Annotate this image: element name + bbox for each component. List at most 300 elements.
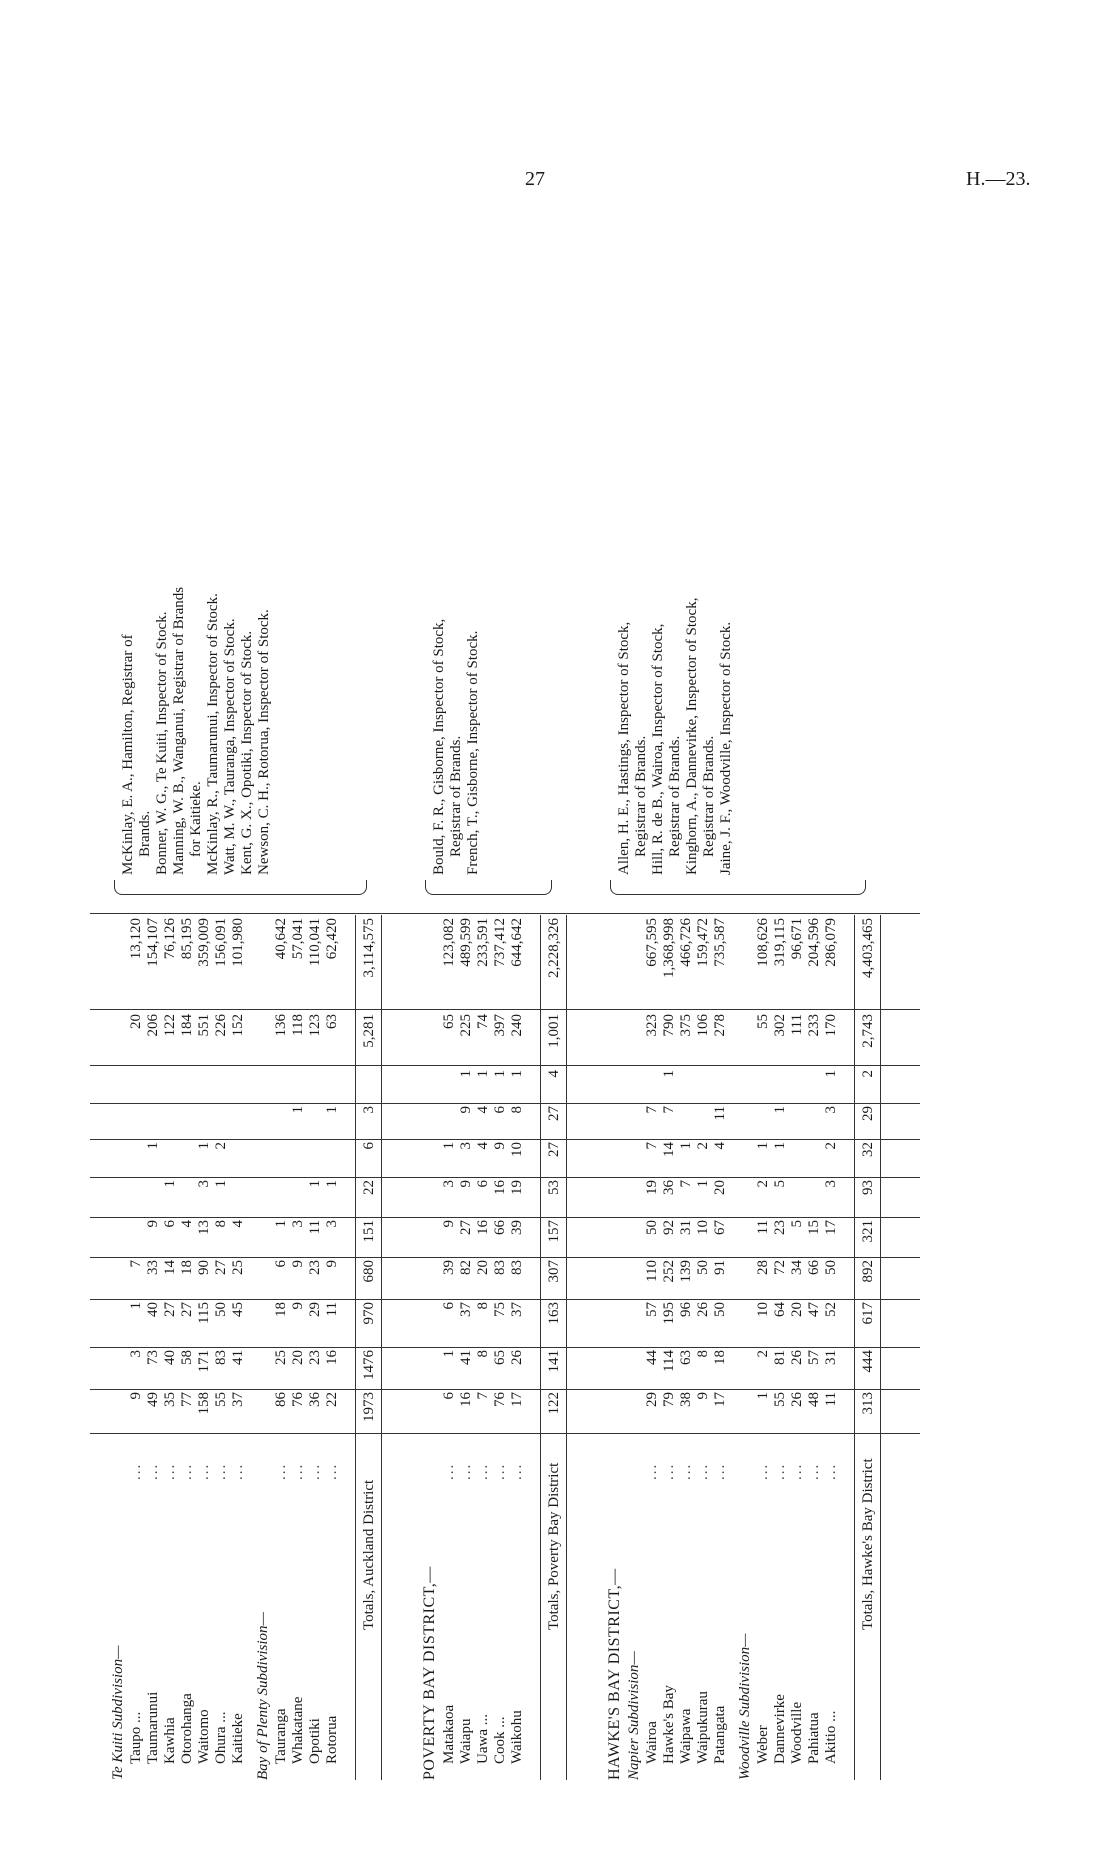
- leader-dots: ...: [806, 1462, 822, 1480]
- table-cell: [324, 1070, 341, 1102]
- total-cell: 157: [546, 1220, 562, 1243]
- table-cell: 1: [755, 1392, 771, 1400]
- table-cell: 62,420: [324, 918, 340, 960]
- leader-dots: ...: [196, 1462, 212, 1480]
- table-cell: 2: [823, 1142, 839, 1150]
- table-cell: 1: [695, 1180, 711, 1188]
- table-row: [772, 40, 789, 1780]
- table-cell: [806, 1180, 823, 1214]
- table-cell: 23: [307, 1260, 323, 1275]
- table-cell: 41: [458, 1350, 474, 1365]
- table-cell: 15: [806, 1220, 822, 1235]
- table-cell: 23: [307, 1350, 323, 1365]
- table-cell: 23: [772, 1220, 788, 1235]
- leader-dots: ...: [324, 1462, 340, 1480]
- row-name: Opotiki: [307, 1718, 323, 1764]
- subdivision-heading: [737, 40, 754, 1780]
- table-cell: 20: [128, 1014, 144, 1029]
- table-cell: 67: [712, 1220, 728, 1235]
- total-cell: 307: [546, 1260, 562, 1283]
- row-name: Akitio ...: [823, 1710, 839, 1764]
- table-cell: 14: [162, 1260, 178, 1275]
- inspector-line: [171, 40, 188, 1780]
- table-cell: 18: [273, 1302, 289, 1317]
- table-cell: 50: [823, 1260, 839, 1275]
- inspector-text: Manning, W. B., Wanganui, Registrar of Brands: [171, 586, 187, 875]
- leader-dots: ...: [661, 1462, 677, 1480]
- table-cell: 65: [492, 1350, 508, 1365]
- table-cell: 2: [695, 1142, 711, 1150]
- table-cell: 2: [755, 1180, 771, 1188]
- table-cell: 790: [661, 1014, 677, 1037]
- total-cell: 93: [860, 1180, 876, 1195]
- table-cell: 27: [458, 1220, 474, 1235]
- total-cell: 617: [860, 1302, 876, 1325]
- leader-dots: ...: [145, 1462, 161, 1480]
- total-cell: 141: [546, 1350, 562, 1373]
- table-cell: 47: [806, 1302, 822, 1317]
- table-cell: 37: [458, 1302, 474, 1317]
- page-number: 27: [525, 168, 545, 190]
- table-cell: 83: [213, 1350, 229, 1365]
- row-name: Taumarunui: [145, 1691, 161, 1764]
- table-cell: 2: [213, 1142, 229, 1150]
- subdivision-label: Woodville Subdivision—: [737, 1633, 753, 1780]
- table-cell: 1: [324, 1106, 340, 1114]
- table-row: [273, 40, 290, 1780]
- table-cell: 7: [475, 1392, 491, 1400]
- table-cell: 551: [196, 1014, 212, 1037]
- row-name: Kaitieke: [230, 1713, 246, 1764]
- table-cell: [789, 1106, 806, 1138]
- leader-dots: ...: [644, 1462, 660, 1480]
- table-cell: 6: [273, 1260, 289, 1268]
- inspector-line: [222, 40, 239, 1780]
- row-name: Matakaoa: [441, 1704, 457, 1764]
- table-cell: 55: [755, 1014, 771, 1029]
- table-cell: 57: [644, 1302, 660, 1317]
- table-cell: 240: [509, 1014, 525, 1037]
- table-cell: 1: [772, 1142, 788, 1150]
- subdivision-label: Te Kuiti Subdivision—: [110, 1645, 126, 1780]
- table-cell: 65: [441, 1014, 457, 1029]
- leader-dots: ...: [179, 1462, 195, 1480]
- table-row: [789, 40, 806, 1780]
- table-cell: 139: [678, 1260, 694, 1283]
- table-cell: 3: [290, 1220, 306, 1228]
- row-name: Cook ...: [492, 1716, 508, 1764]
- leader-dots: ...: [755, 1462, 771, 1480]
- table-cell: 85,195: [179, 918, 195, 960]
- table-cell: 55: [772, 1392, 788, 1407]
- table-cell: 75: [492, 1302, 508, 1317]
- table-row: [755, 40, 772, 1780]
- table-cell: [806, 1106, 823, 1138]
- total-label: Totals, Auckland District: [361, 1479, 377, 1630]
- table-cell: [307, 1070, 324, 1102]
- inspector-line: [650, 40, 667, 1780]
- table-cell: [290, 1180, 307, 1214]
- table-cell: 7: [644, 1106, 660, 1114]
- table-cell: 9: [695, 1392, 711, 1400]
- table-cell: [273, 1180, 290, 1214]
- table-cell: [755, 1106, 772, 1138]
- table-cell: 83: [492, 1260, 508, 1275]
- table-cell: 1: [324, 1180, 340, 1188]
- table-cell: 82: [458, 1260, 474, 1275]
- table-cell: 31: [823, 1350, 839, 1365]
- table-cell: 1: [492, 1070, 508, 1078]
- row-name: Rotorua: [324, 1715, 340, 1764]
- table-cell: 37: [230, 1392, 246, 1407]
- table-cell: 18: [712, 1350, 728, 1365]
- table-cell: 29: [644, 1392, 660, 1407]
- table-cell: 26: [695, 1302, 711, 1317]
- table-cell: [273, 1142, 290, 1176]
- table-cell: 16: [475, 1220, 491, 1235]
- inspector-text: Registrar of Brands.: [448, 735, 464, 857]
- table-cell: 73: [145, 1350, 161, 1365]
- row-name: Patangata: [712, 1705, 728, 1764]
- table-cell: 106: [695, 1014, 711, 1037]
- table-cell: 101,980: [230, 918, 246, 967]
- inspector-text: Newson, C. H., Rotorua, Inspector of Stock.: [256, 609, 272, 875]
- table-cell: 1: [162, 1180, 178, 1188]
- table-cell: 66: [806, 1260, 822, 1275]
- leader-dots: ...: [509, 1462, 525, 1480]
- table-cell: 6: [475, 1180, 491, 1188]
- total-cell: 3,114,575: [361, 918, 377, 978]
- total-cell: 22: [361, 1180, 377, 1195]
- table-cell: 41: [230, 1350, 246, 1365]
- inspector-text: Brands.: [137, 810, 153, 857]
- rotated-table: [90, 40, 950, 1780]
- table-cell: 13,120: [128, 918, 144, 960]
- table-cell: 1: [661, 1070, 677, 1078]
- table-cell: 50: [695, 1260, 711, 1275]
- table-cell: [755, 1070, 772, 1102]
- inspector-text: Kent, G. X., Opotiki, Inspector of Stock.: [239, 630, 255, 875]
- total-cell: 122: [546, 1392, 562, 1415]
- table-row: [290, 40, 307, 1780]
- total-cell: 680: [361, 1260, 377, 1283]
- leader-dots: ...: [789, 1462, 805, 1480]
- total-cell: 2: [860, 1070, 876, 1078]
- inspector-line: [701, 40, 718, 1780]
- table-cell: 72: [772, 1260, 788, 1275]
- table-cell: 1: [145, 1142, 161, 1150]
- table-cell: 11: [823, 1392, 839, 1407]
- table-cell: 90: [196, 1260, 212, 1275]
- table-cell: 737,412: [492, 918, 508, 967]
- table-cell: 2: [755, 1350, 771, 1358]
- table-cell: 50: [213, 1302, 229, 1317]
- leader-dots: ...: [492, 1462, 508, 1480]
- inspector-line: [633, 40, 650, 1780]
- table-cell: 156,091: [213, 918, 229, 967]
- table-cell: 19: [644, 1180, 660, 1195]
- leader-dots: ...: [273, 1462, 289, 1480]
- total-cell: 970: [361, 1302, 377, 1325]
- table-cell: [806, 1070, 823, 1102]
- table-cell: 9: [458, 1106, 474, 1114]
- total-cell: 5,281: [361, 1014, 377, 1048]
- table-cell: 1: [128, 1302, 144, 1310]
- table-cell: 81: [772, 1350, 788, 1365]
- total-cell: 53: [546, 1180, 562, 1195]
- table-cell: 110: [644, 1260, 660, 1282]
- table-cell: 52: [823, 1302, 839, 1317]
- table-cell: 11: [755, 1220, 771, 1235]
- table-cell: 11: [324, 1302, 340, 1317]
- total-row: [860, 40, 877, 1780]
- table-row: [307, 40, 324, 1780]
- table-cell: 48: [806, 1392, 822, 1407]
- leader-dots: ...: [230, 1462, 246, 1480]
- table-cell: 9: [458, 1180, 474, 1188]
- table-row: [509, 40, 526, 1780]
- total-cell: 2,743: [860, 1014, 876, 1048]
- table-cell: 1: [196, 1142, 212, 1150]
- total-row: [361, 40, 378, 1780]
- table-cell: 44: [644, 1350, 660, 1365]
- table-cell: 1,368,998: [661, 918, 677, 978]
- leader-dots: ...: [441, 1462, 457, 1480]
- table-cell: 10: [695, 1220, 711, 1235]
- total-cell: 163: [546, 1302, 562, 1325]
- total-cell: 4: [546, 1070, 562, 1078]
- table-cell: 9: [441, 1220, 457, 1228]
- row-name: Wairoa: [644, 1721, 660, 1764]
- table-cell: 79: [661, 1392, 677, 1407]
- table-cell: 7: [678, 1180, 694, 1188]
- table-cell: 38: [678, 1392, 694, 1407]
- table-cell: 8: [695, 1350, 711, 1358]
- table-cell: 29: [307, 1302, 323, 1317]
- table-cell: 13: [196, 1220, 212, 1235]
- table-cell: 359,009: [196, 918, 212, 967]
- inspector-line: [154, 40, 171, 1780]
- table-row: [806, 40, 823, 1780]
- table-cell: 1: [441, 1350, 457, 1358]
- table-cell: 195: [661, 1302, 677, 1325]
- inspector-text: Kinghorn, A., Dannevirke, Inspector of Stock,: [684, 597, 700, 875]
- total-cell: 151: [361, 1220, 377, 1243]
- table-cell: 252: [661, 1260, 677, 1283]
- table-cell: 35: [162, 1392, 178, 1407]
- table-cell: 91: [712, 1260, 728, 1275]
- inspector-line: [684, 40, 701, 1780]
- total-cell: [361, 1070, 378, 1102]
- table-cell: 76: [290, 1392, 306, 1407]
- table-cell: 20: [712, 1180, 728, 1195]
- table-cell: 9: [492, 1142, 508, 1150]
- table-cell: 9: [145, 1220, 161, 1228]
- leader-dots: ...: [678, 1462, 694, 1480]
- row-name: Waiapu: [458, 1718, 474, 1764]
- inspector-text: Registrar of Brands.: [701, 735, 717, 857]
- table-cell: 115: [196, 1302, 212, 1324]
- table-cell: 7: [644, 1142, 660, 1150]
- inspector-text: Allen, H. E., Hastings, Inspector of Stock,: [616, 621, 632, 875]
- table-cell: 233: [806, 1014, 822, 1037]
- table-cell: 25: [230, 1260, 246, 1275]
- section-heading-text: POVERTY BAY DISTRICT,—: [421, 1566, 438, 1780]
- table-cell: 16: [324, 1350, 340, 1365]
- table-cell: 63: [678, 1350, 694, 1365]
- table-cell: 18: [179, 1260, 195, 1275]
- row-name: Waipukurau: [695, 1691, 711, 1764]
- row-name: Weber: [755, 1725, 771, 1764]
- table-cell: 466,726: [678, 918, 694, 967]
- total-cell: 1,001: [546, 1014, 562, 1048]
- table-cell: 3: [441, 1180, 457, 1188]
- table-cell: 9: [128, 1392, 144, 1400]
- table-cell: 3: [823, 1180, 839, 1188]
- leader-dots: ...: [772, 1462, 788, 1480]
- table-cell: 76: [492, 1392, 508, 1407]
- table-cell: 154,107: [145, 918, 161, 967]
- table-cell: 152: [230, 1014, 246, 1037]
- table-cell: 92: [661, 1220, 677, 1235]
- table-cell: 1: [458, 1070, 474, 1078]
- table-cell: 302: [772, 1014, 788, 1037]
- table-cell: 26: [789, 1392, 805, 1407]
- table-cell: 123: [307, 1014, 323, 1037]
- table-cell: 76,126: [162, 918, 178, 960]
- table-cell: 28: [755, 1260, 771, 1275]
- table-cell: 225: [458, 1014, 474, 1037]
- inspector-text: Bonner, W. G., Te Kuiti, Inspector of Stock.: [154, 611, 170, 875]
- table-cell: 3: [324, 1220, 340, 1228]
- total-cell: 32: [860, 1142, 876, 1157]
- table-cell: 735,587: [712, 918, 728, 967]
- table-cell: 86: [273, 1392, 289, 1407]
- table-cell: 27: [213, 1260, 229, 1275]
- table-cell: 50: [644, 1220, 660, 1235]
- table-cell: 1: [307, 1180, 323, 1188]
- total-label: Totals, Hawke's Bay District: [860, 1458, 876, 1630]
- total-row: [546, 40, 563, 1780]
- row-name: Otorohanga: [179, 1693, 195, 1764]
- table-cell: 123,082: [441, 918, 457, 967]
- inspector-text: Hill, R. de B., Wairoa, Inspector of Stock,: [650, 623, 666, 875]
- row-name: Uawa ...: [475, 1714, 491, 1764]
- table-cell: 17: [712, 1392, 728, 1407]
- table-cell: 7: [661, 1106, 677, 1114]
- table-cell: 6: [162, 1220, 178, 1228]
- table-cell: 31: [678, 1220, 694, 1235]
- leader-dots: ...: [162, 1462, 178, 1480]
- table-cell: 1: [213, 1180, 229, 1188]
- table-cell: 11: [307, 1220, 323, 1235]
- table-cell: 39: [509, 1220, 525, 1235]
- total-cell: 444: [860, 1350, 876, 1373]
- subdivision-label: Napier Subdivision—: [626, 1651, 642, 1780]
- table-cell: 83: [509, 1260, 525, 1275]
- table-cell: 25: [273, 1350, 289, 1365]
- table-cell: 4: [712, 1142, 728, 1150]
- row-name: Whakatane: [290, 1696, 306, 1764]
- table-cell: 57,041: [290, 918, 306, 960]
- table-cell: 3: [458, 1142, 474, 1150]
- table-cell: 397: [492, 1014, 508, 1037]
- table-cell: 122: [162, 1014, 178, 1037]
- inspector-line: [137, 40, 154, 1780]
- section-heading-text: HAWKE'S BAY DISTRICT,—: [606, 1568, 623, 1780]
- table-cell: 159,472: [695, 918, 711, 967]
- row-name: Ohura ...: [213, 1711, 229, 1764]
- leader-dots: ...: [128, 1462, 144, 1480]
- table-row: [324, 40, 341, 1780]
- table-cell: 118: [290, 1014, 306, 1036]
- inspector-line: [431, 40, 448, 1780]
- table-cell: [324, 1142, 341, 1176]
- table-cell: 26: [509, 1350, 525, 1365]
- total-cell: 321: [860, 1220, 876, 1243]
- table-cell: 5: [789, 1220, 805, 1228]
- inspector-text: Watt, M. W., Tauranga, Inspector of Stock.: [222, 618, 238, 875]
- table-cell: 58: [179, 1350, 195, 1365]
- table-cell: 1: [678, 1142, 694, 1150]
- total-cell: 27: [546, 1106, 562, 1121]
- table-cell: 64: [772, 1302, 788, 1317]
- table-cell: 9: [290, 1260, 306, 1268]
- total-cell: 3: [361, 1106, 377, 1114]
- table-cell: 319,115: [772, 918, 788, 967]
- table-cell: 39: [441, 1260, 457, 1275]
- table-cell: 37: [509, 1302, 525, 1317]
- table-cell: 286,079: [823, 918, 839, 967]
- table-cell: 63: [324, 1014, 340, 1029]
- table-cell: 20: [789, 1302, 805, 1317]
- table-cell: 9: [290, 1302, 306, 1310]
- total-cell: 29: [860, 1106, 876, 1121]
- table-cell: 111: [789, 1014, 805, 1036]
- total-cell: 4,403,465: [860, 918, 876, 978]
- table-cell: [307, 1142, 324, 1176]
- table-cell: 3: [196, 1180, 212, 1188]
- table-cell: 49: [145, 1392, 161, 1407]
- table-cell: 171: [196, 1350, 212, 1373]
- table-cell: [806, 1142, 823, 1176]
- table-cell: 644,642: [509, 918, 525, 967]
- table-cell: 184: [179, 1014, 195, 1037]
- table-cell: 8: [213, 1220, 229, 1228]
- table-cell: 1: [823, 1070, 839, 1078]
- inspector-text: McKinlay, E. A., Hamilton, Registrar of: [120, 634, 136, 875]
- table-cell: 114: [661, 1350, 677, 1372]
- leader-dots: ...: [695, 1462, 711, 1480]
- table-cell: 7: [128, 1260, 144, 1268]
- total-cell: 313: [860, 1392, 876, 1415]
- table-cell: 489,599: [458, 918, 474, 967]
- inspector-line: [448, 40, 465, 1780]
- table-cell: 1: [475, 1070, 491, 1078]
- table-cell: 10: [755, 1302, 771, 1317]
- inspector-line: [667, 40, 684, 1780]
- table-cell: 204,596: [806, 918, 822, 967]
- table-cell: 96,671: [789, 918, 805, 960]
- table-cell: 27: [179, 1302, 195, 1317]
- table-cell: [789, 1142, 806, 1176]
- leader-dots: ...: [712, 1462, 728, 1480]
- total-cell: 27: [546, 1142, 562, 1157]
- table-cell: 74: [475, 1014, 491, 1029]
- table-cell: 20: [475, 1260, 491, 1275]
- table-cell: [789, 1180, 806, 1214]
- table-cell: [290, 1070, 307, 1102]
